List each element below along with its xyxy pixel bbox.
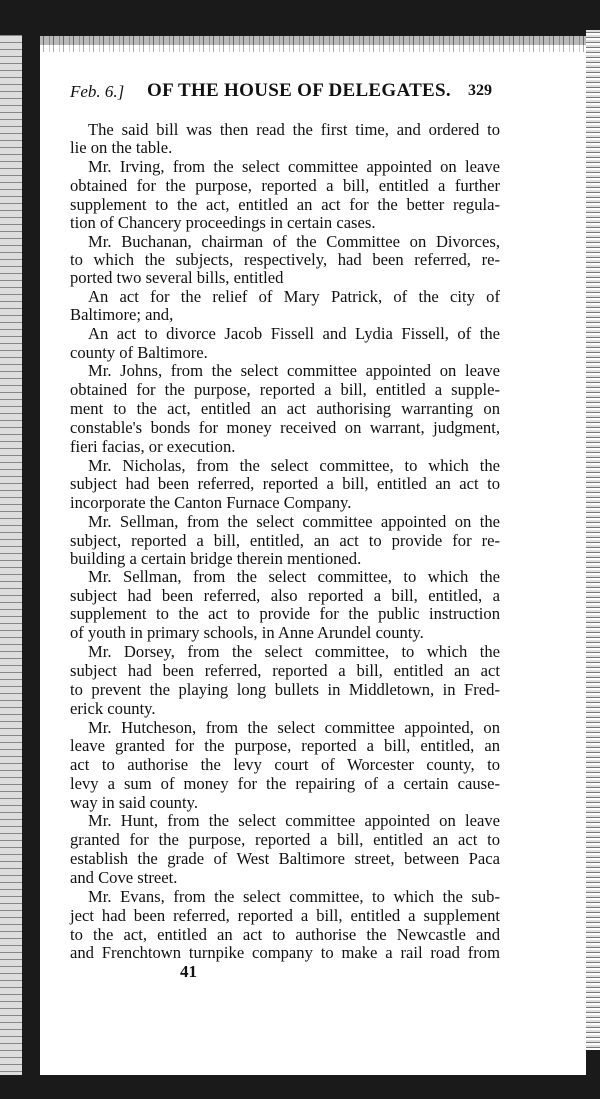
text-line: of youth in primary schools, in Anne Arundel county.: [70, 623, 424, 642]
page-number: 329: [468, 82, 492, 99]
text-line: lie on the table.: [70, 138, 173, 157]
text-line: subject had been referred, reported a bill, entitled an act: [70, 661, 500, 680]
text-line: supplement to the act, entitled an act for the better regula-: [70, 195, 500, 214]
text-line: obtained for the purpose, reported a bill, entitled a supple-: [70, 380, 500, 399]
text-line: Mr. Sellman, from the select committee, to which the: [88, 567, 500, 586]
text-line: and Cove street.: [70, 868, 178, 887]
text-line: Mr. Evans, from the select committee, to which the sub-: [88, 887, 500, 906]
text-line: subject had been referred, reported a bill, entitled an act to: [70, 474, 500, 493]
text-line: Mr. Hutcheson, from the select committee appointed, on: [88, 718, 500, 737]
text-line: to prevent the playing long bullets in Middletown, in Fred-: [70, 680, 500, 699]
scan-right-edge: [586, 30, 600, 1050]
scan-left-edge: [0, 35, 22, 1075]
text-line: act to authorise the levy court of Worcester county, to: [70, 755, 500, 774]
text-line: erick county.: [70, 699, 156, 718]
text-line: Mr. Hunt, from the select committee appointed on leave: [88, 811, 500, 830]
text-line: subject, reported a bill, entitled, an act to provide for re-: [70, 531, 500, 550]
text-line: Mr. Nicholas, from the select committee, to which the: [88, 456, 500, 475]
text-line: leave granted for the purpose, reported a bill, entitled, an: [70, 736, 500, 755]
text-line: constable's bonds for money received on warrant, judgment,: [70, 418, 500, 437]
text-line: incorporate the Canton Furnace Company.: [70, 493, 352, 512]
text-line: Mr. Dorsey, from the select committee, to which the: [88, 642, 500, 661]
text-line: establish the grade of West Baltimore street, between Paca: [70, 849, 500, 868]
text-line: and Frenchtown turnpike company to make a rail road from: [70, 943, 500, 962]
text-line: way in said county.: [70, 793, 198, 812]
text-line: An act for the relief of Mary Patrick, of the city of: [88, 287, 500, 306]
text-line: The said bill was then read the first time, and ordered to: [88, 120, 500, 139]
running-head-title: OF THE HOUSE OF DELEGATES.: [147, 80, 451, 101]
text-line: county of Baltimore.: [70, 343, 208, 362]
text-line: fieri facias, or execution.: [70, 437, 236, 456]
text-line: Mr. Johns, from the select committee appointed on leave: [88, 361, 500, 380]
scan-top-edge: [40, 36, 586, 52]
text-line: to which the subjects, respectively, had been referred, re-: [70, 250, 500, 269]
text-line: supplement to the act to provide for the public instruction: [70, 604, 500, 623]
text-line: ported two several bills, entitled: [70, 268, 284, 287]
text-line: ject had been referred, reported a bill, entitled a supplement: [70, 906, 500, 925]
text-line: Mr. Irving, from the select committee appointed on leave: [88, 157, 500, 176]
running-head-date: Feb. 6.]: [70, 82, 125, 101]
text-line: ment to the act, entitled an act authorising warranting on: [70, 399, 500, 418]
text-line: building a certain bridge therein mentioned.: [70, 549, 362, 568]
text-line: obtained for the purpose, reported a bill, entitled a further: [70, 176, 500, 195]
text-line: to the act, entitled an act to authorise the Newcastle and: [70, 925, 500, 944]
text-line: subject had been referred, also reported a bill, entitled, a: [70, 586, 500, 605]
text-line: levy a sum of money for the repairing of a certain cause-: [70, 774, 500, 793]
text-line: Mr. Buchanan, chairman of the Committee on Divorces,: [88, 232, 500, 251]
text-line: Mr. Sellman, from the select committee appointed on the: [88, 512, 500, 531]
text-line: tion of Chancery proceedings in certain cases.: [70, 213, 376, 232]
signature-mark: 41: [180, 962, 197, 981]
text-line: granted for the purpose, reported a bill, entitled an act to: [70, 830, 500, 849]
text-line: Baltimore; and,: [70, 305, 174, 324]
text-line: An act to divorce Jacob Fissell and Lydia Fissell, of the: [88, 324, 500, 343]
